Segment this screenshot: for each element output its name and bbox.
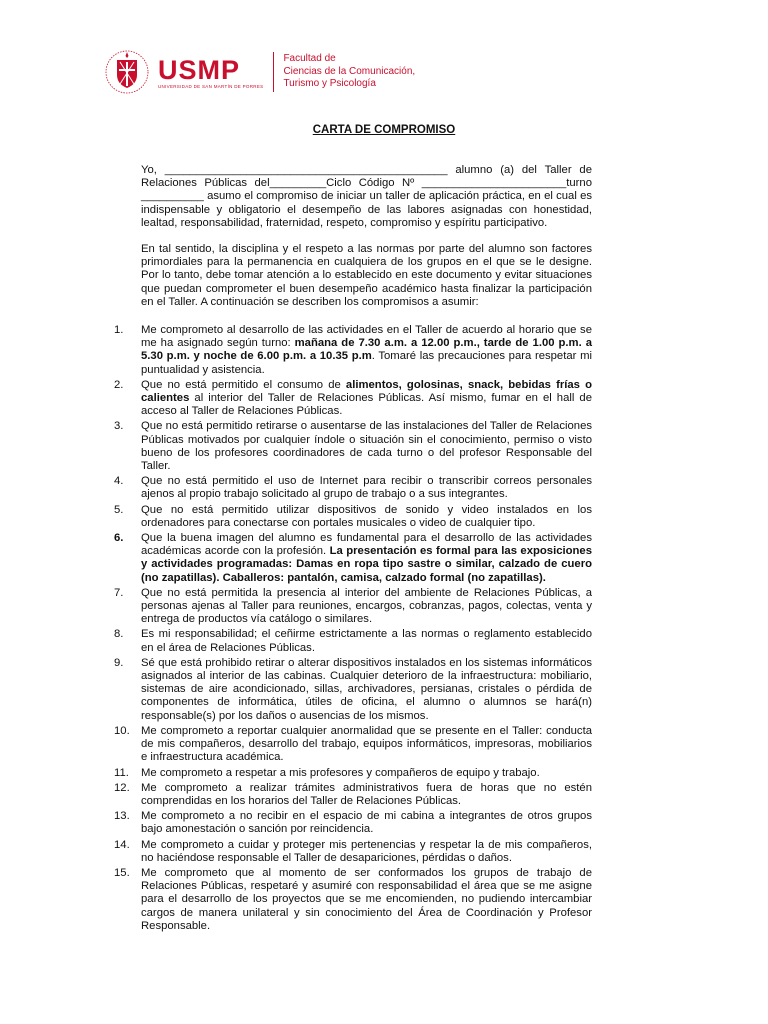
list-item bbox=[114, 810, 592, 836]
item-number: 9. bbox=[114, 656, 124, 669]
intro-paragraph: Yo, _____________________________________________ alumno (a) del Taller de Relaciones Públicas del_________Ciclo Código Nº _______________________turno __________ asumo el compromiso de iniciar un taller de aplicación práctica, en el cual es indispensable y obligatorio el desempeño de las labores asignadas con honestidad, lealtad, responsabilidad, fraternidad, respeto, compromiso y espíritu participativo. bbox=[141, 164, 592, 229]
header-divider bbox=[273, 52, 274, 92]
item-number: 7. bbox=[114, 586, 124, 599]
item-text: . Tomaré las precauciones para respetar mi puntualidad y asistencia. bbox=[141, 350, 592, 376]
item-text: Que no está permitido utilizar dispositivos de sonido y video instalados en los ordenadores para conectarse con portales musicales o video de cualquier tipo. bbox=[141, 503, 592, 529]
list-item bbox=[114, 766, 592, 780]
document-title: CARTA DE COMPROMISO bbox=[312, 124, 456, 136]
item-number: 15. bbox=[114, 866, 130, 879]
item-text: Que no está permitido el uso de Internet para recibir o transcribir correos personales ajenos al propio trabajo solicitado al grupo de trabajo o a sus integrantes. bbox=[141, 475, 592, 501]
item-text: Que la buena imagen del alumno es fundamental para el desarrollo de las actividades académicas acorde con la profesión. bbox=[141, 532, 592, 558]
list-item bbox=[114, 656, 592, 723]
item-number: 2. bbox=[114, 378, 124, 391]
document-header bbox=[104, 40, 415, 104]
item-bold-text: alimentos, golosinas, snack, bebidas frías o calientes bbox=[141, 378, 592, 405]
item-text: Sé que está prohibido retirar o alterar dispositivos instalados en los sistemas informáticos asignados al interior de las cabinas. Cualquier deterioro de la infraestructura: mobiliario, sistemas de aire acondicionado, sillas, archivadores, persianas, cristales o pérdida de componentes de informática, útiles de oficina, el alumno o alumnos se hará(n) responsable(s) por los daños o ausencias de los mismos. bbox=[141, 656, 592, 722]
list-item bbox=[114, 724, 592, 765]
list-item bbox=[114, 866, 592, 933]
item-bold-text: La presentación es formal para las exposiciones y actividades programadas: Damas en ropa tipo sastre o similar, calzado de cuero (no zapatillas). Caballeros: pantalón, camisa, calzado formal (no zapatillas). bbox=[141, 545, 593, 584]
item-text: al interior del Taller de Relaciones Públicas. Así mismo, fumar en el hall de acceso al Taller de Relaciones Públicas. bbox=[141, 392, 592, 418]
list-item bbox=[114, 378, 592, 419]
faculty-line: Turismo y Psicología bbox=[283, 78, 376, 90]
list-item bbox=[114, 420, 592, 473]
list-item bbox=[114, 838, 592, 865]
item-text: Que no está permitido retirarse o ausentarse de las instalaciones del Taller de Relaciones Públicas motivados por cualquier índole o situación sin el conocimiento, permiso o visto bueno de los profesores coordinadores de cada turno o del profesor Responsable del Taller. bbox=[141, 420, 592, 473]
item-text: Que no está permitida la presencia al interior del ambiente de Relaciones Públicas, a personas ajenas al Taller para reuniones, encargos, cobranzas, pagos, colectas, venta y entrega de productos vía catálogo o similares. bbox=[141, 586, 592, 626]
context-paragraph: En tal sentido, la disciplina y el respeto a las normas por parte del alumno son factores primordiales para la permanencia en cualquiera de los grupos en el que se le designe. Por lo tanto, debe tomar atención a lo establecido en este documento y evitar situaciones que puedan comprometer el buen desempeño académico hasta finalizar la participación en el Taller. A continuación se describen los compromisos a asumir: bbox=[141, 243, 592, 308]
list-item bbox=[114, 503, 592, 530]
item-text: Me comprometo a cuidar y proteger mis pertenencias y respetar la de mis compañeros, no haciéndose responsable el Taller de desapariciones, pérdidas o daños. bbox=[141, 838, 592, 864]
usmp-seal-logo bbox=[104, 49, 150, 95]
item-number: 4. bbox=[114, 475, 124, 488]
usmp-logo-text bbox=[158, 56, 263, 89]
item-number: 11. bbox=[114, 766, 129, 779]
item-number: 14. bbox=[114, 838, 130, 851]
list-item bbox=[114, 781, 592, 808]
list-item bbox=[114, 586, 592, 627]
item-text: Es mi responsabilidad; el ceñirme estrictamente a las normas o reglamento establecido en el área de Relaciones Públicas. bbox=[141, 628, 592, 654]
item-text: Me comprometo que al momento de ser conformados los grupos de trabajo de Relaciones Públicas, respetaré y asumiré con responsabilidad el área que se me asigne para el desarrollo de los proyectos que se me encomienden, no pudiendo intercambiar cargos de manera unilateral y sin conocimiento del Área de Coordinación y Profesor Responsable. bbox=[141, 866, 592, 932]
faculty-name bbox=[283, 53, 415, 91]
logo-wordmark: USMP bbox=[158, 54, 241, 85]
commitments-list bbox=[114, 324, 593, 935]
item-number: 8. bbox=[114, 628, 124, 641]
item-number: 5. bbox=[114, 503, 124, 516]
logo-subtitle: UNIVERSIDAD DE SAN MARTÍN DE PORRES bbox=[158, 83, 264, 89]
faculty-line: Ciencias de la Comunicación, bbox=[283, 65, 416, 77]
item-number: 12. bbox=[114, 781, 130, 794]
item-bold-text: mañana de 7.30 a.m. a 12.00 p.m., tarde de 1.00 p.m. a 5.30 p.m. y noche de 6.00 p.m. a 10.35 p.m bbox=[141, 337, 592, 363]
item-number: 13. bbox=[114, 810, 130, 823]
item-text: Que no está permitido el consumo de bbox=[141, 378, 346, 391]
item-text: Me comprometo a no recibir en el espacio de mi cabina a integrantes de otros grupos bajo amonestación o sanción por reincidencia. bbox=[141, 810, 592, 836]
item-text: Me comprometo a respetar a mis profesores y compañeros de equipo y trabajo. bbox=[141, 766, 540, 779]
item-text: Me comprometo a realizar trámites administrativos fuera de horas que no estén comprendidas en los horarios del Taller de Relaciones Públicas. bbox=[141, 781, 592, 807]
item-text: Me comprometo a reportar cualquier anormalidad que se presente en el Taller: conducta de mis compañeros, desarrollo del trabajo, equipos informáticos, impresoras, mobiliarios e infraestructura académica. bbox=[141, 724, 592, 764]
item-number: 6. bbox=[114, 532, 124, 545]
item-text: Me comprometo al desarrollo de las actividades en el Taller de acuerdo al horario que se me ha asignado según turno: bbox=[141, 324, 592, 350]
item-number: 1. bbox=[114, 324, 124, 336]
list-item bbox=[114, 628, 592, 654]
list-item bbox=[114, 324, 592, 377]
list-item bbox=[114, 475, 592, 501]
list-item bbox=[114, 532, 593, 585]
faculty-line: Facultad de bbox=[283, 53, 336, 65]
item-number: 3. bbox=[114, 420, 124, 433]
item-number: 10. bbox=[114, 724, 130, 737]
